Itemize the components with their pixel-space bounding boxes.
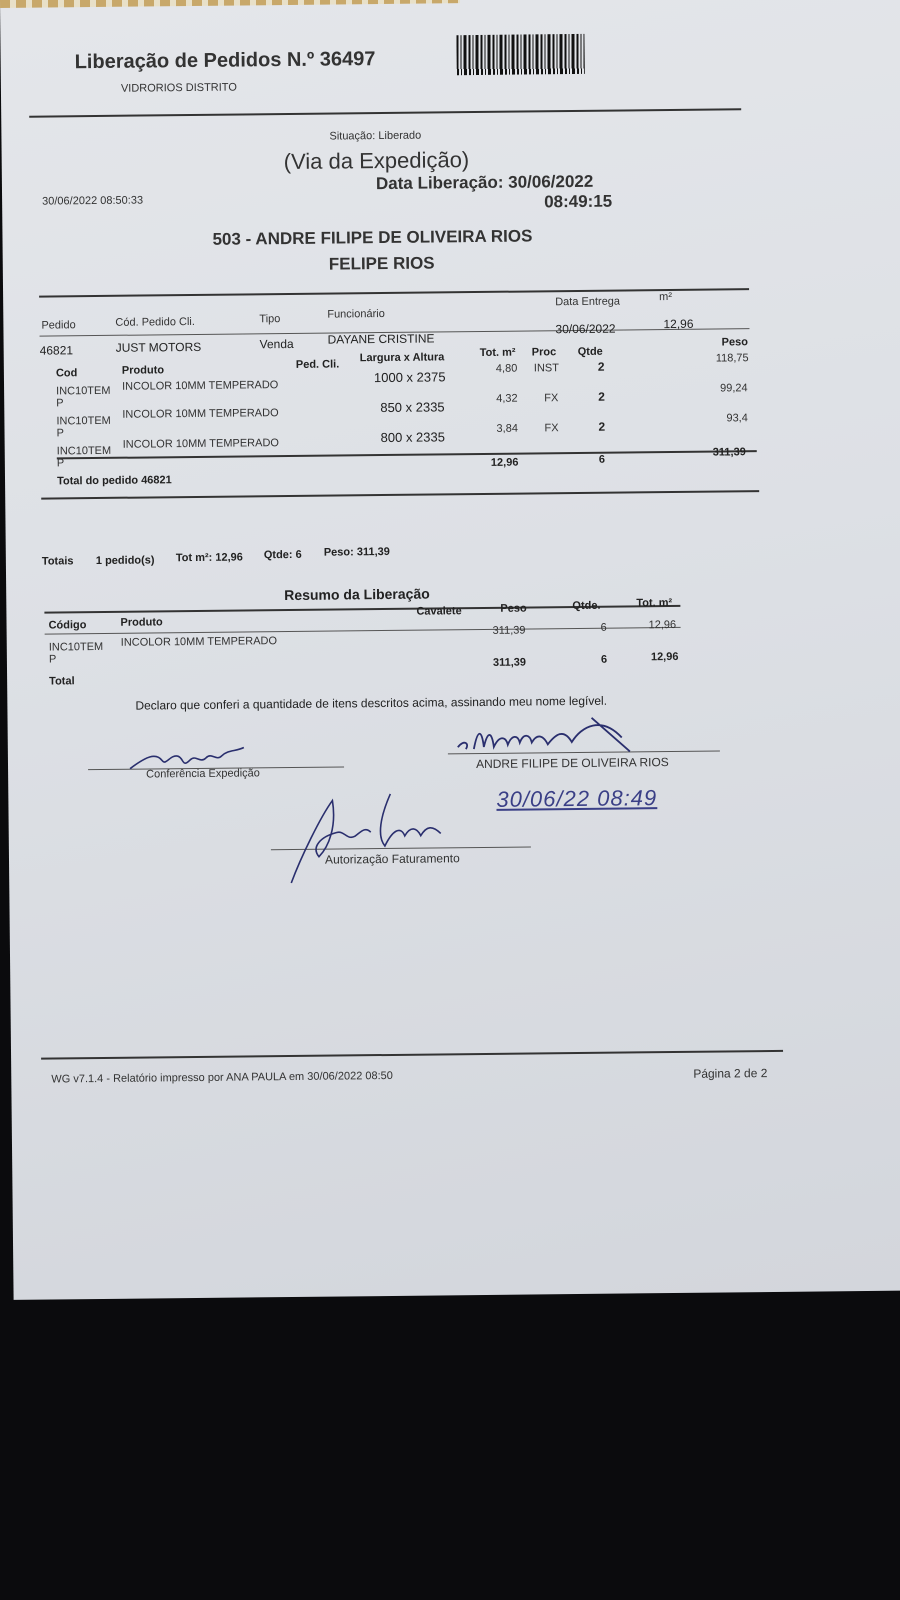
col-tipo: Tipo (259, 313, 281, 326)
col-dims: Largura x Altura (359, 351, 445, 365)
col-cod: Cod (55, 367, 78, 380)
order-tipo: Venda (259, 336, 294, 352)
col-codigo: Código (48, 619, 87, 632)
company-name: VIDRORIOS DISTRITO (120, 81, 237, 95)
totals-pedidos: 1 pedido(s) (95, 554, 155, 568)
item-cod-suffix: P (56, 457, 65, 470)
item-cod: INC10TEM (56, 384, 111, 398)
order-total-qtde: 6 (598, 453, 606, 466)
item-qtde: 2 (598, 389, 605, 404)
col-produto: Produto (121, 364, 165, 377)
col-funcionario: Funcionário (327, 307, 385, 321)
declaration-text: Declaro que conferi a quantidade de itens descritos acima, assinando meu nome legível. (135, 693, 608, 713)
summary-total-qtde: 6 (600, 653, 608, 666)
order-cod-cli: JUST MOTORS (115, 339, 202, 355)
summary-row-cod-suffix: P (48, 653, 57, 666)
order-total-m2: 12,96 (490, 456, 519, 469)
autorizacao-label: Autorização Faturamento (324, 851, 460, 867)
col-tot-m2: Tot. m² (479, 346, 516, 359)
item-cod-suffix: P (56, 397, 64, 410)
col-m2: m² (659, 290, 673, 304)
document-title: Liberação de Pedidos N.º 36497 (74, 48, 376, 74)
client-name: 503 - ANDRE FILIPE DE OLIVEIRA RIOS (212, 226, 533, 249)
item-peso: 118,75 (715, 352, 749, 365)
col-data-entrega: Data Entrega (555, 295, 621, 309)
barcode (456, 34, 584, 75)
col-peso: Peso (721, 336, 748, 349)
totals-label: Totais (41, 555, 74, 568)
items-total-line (57, 450, 757, 459)
order-table-bottom-line (41, 490, 759, 500)
summary-total-label: Total (49, 675, 75, 688)
situation-label: Situação: Liberado (329, 129, 422, 143)
footer-left: WG v7.1.4 - Relatório impresso por ANA PAULA em 30/06/2022 08:50 (51, 1069, 393, 1086)
summary-title: Resumo da Liberação (284, 585, 430, 604)
item-produto: INCOLOR 10MM TEMPERADO (121, 379, 279, 393)
item-proc: FX (544, 392, 559, 405)
footer-page-number: Página 2 de 2 (693, 1066, 768, 1081)
release-time: 08:49:15 (544, 191, 613, 212)
client-alias: FELIPE RIOS (328, 253, 435, 274)
conferencia-label: Conferência Expedição (146, 767, 260, 781)
item-proc: FX (544, 422, 559, 435)
item-dims: 850 x 2335 (380, 399, 445, 416)
header-divider (29, 108, 741, 117)
item-proc: INST (533, 362, 560, 375)
summary-row-qtde: 6 (600, 621, 607, 634)
item-tot-m2: 4,32 (496, 392, 518, 405)
col-proc: Proc (531, 346, 557, 359)
item-dims: 1000 x 2375 (373, 369, 446, 386)
item-dims: 800 x 2335 (380, 429, 446, 446)
summary-total-tot-m2: 12,96 (650, 650, 679, 664)
order-funcionario: DAYANE CRISTINE (327, 331, 435, 347)
order-m2: 12,96 (663, 316, 694, 332)
order-pedido: 46821 (39, 343, 74, 358)
col-summary-qtde: Qtde. (572, 599, 601, 613)
handwritten-date: 30/06/22 08:49 (496, 785, 658, 812)
order-data-entrega: 30/06/2022 (555, 321, 616, 337)
order-total-peso: 311,39 (712, 446, 746, 459)
signature-client (451, 707, 652, 759)
item-peso: 93,4 (726, 412, 748, 425)
summary-total-peso: 311,39 (492, 656, 527, 669)
col-summary-produto: Produto (120, 616, 163, 629)
top-edge-strip (0, 0, 460, 8)
col-summary-peso: Peso (500, 602, 527, 615)
item-qtde: 2 (597, 359, 605, 374)
col-cavalete: Cavalete (416, 605, 462, 618)
totals-qtde: Qtde: 6 (263, 548, 302, 562)
item-peso: 99,24 (720, 382, 748, 395)
col-ped-cli: Ped. Cli. (295, 358, 340, 371)
summary-row-peso: 311,39 (492, 624, 526, 637)
item-cod: INC10TEM (56, 414, 111, 428)
signature-autorizacao (280, 785, 461, 887)
col-qtde: Qtde (577, 345, 603, 358)
item-cod-suffix: P (56, 427, 64, 440)
client-signature-name: ANDRE FILIPE DE OLIVEIRA RIOS (475, 755, 669, 772)
totals-peso: Peso: 311,39 (323, 545, 390, 559)
col-summary-tot-m2: Tot. m² (636, 596, 673, 610)
summary-row-cod: INC10TEM (48, 640, 104, 654)
item-tot-m2: 3,84 (496, 422, 519, 435)
item-qtde: 2 (598, 419, 606, 434)
footer-line (41, 1050, 783, 1060)
col-pedido: Pedido (41, 319, 76, 332)
summary-row-tot-m2: 12,96 (648, 618, 677, 632)
totals-m2: Tot m²: 12,96 (175, 551, 243, 565)
order-total-label: Total do pedido 46821 (56, 474, 172, 488)
summary-row-produto: INCOLOR 10MM TEMPERADO (120, 635, 278, 649)
item-produto: INCOLOR 10MM TEMPERADO (122, 437, 279, 451)
item-produto: INCOLOR 10MM TEMPERADO (122, 407, 279, 421)
via-label: (Via da Expedição) (283, 147, 470, 175)
item-tot-m2: 4,80 (495, 362, 518, 375)
print-datetime: 30/06/2022 08:50:33 (42, 194, 144, 208)
order-table-top-line (39, 288, 749, 297)
col-cod-pedido-cli: Cód. Pedido Cli. (115, 315, 195, 329)
release-date: Data Liberação: 30/06/2022 (375, 171, 594, 194)
item-cod: INC10TEM (56, 444, 112, 458)
